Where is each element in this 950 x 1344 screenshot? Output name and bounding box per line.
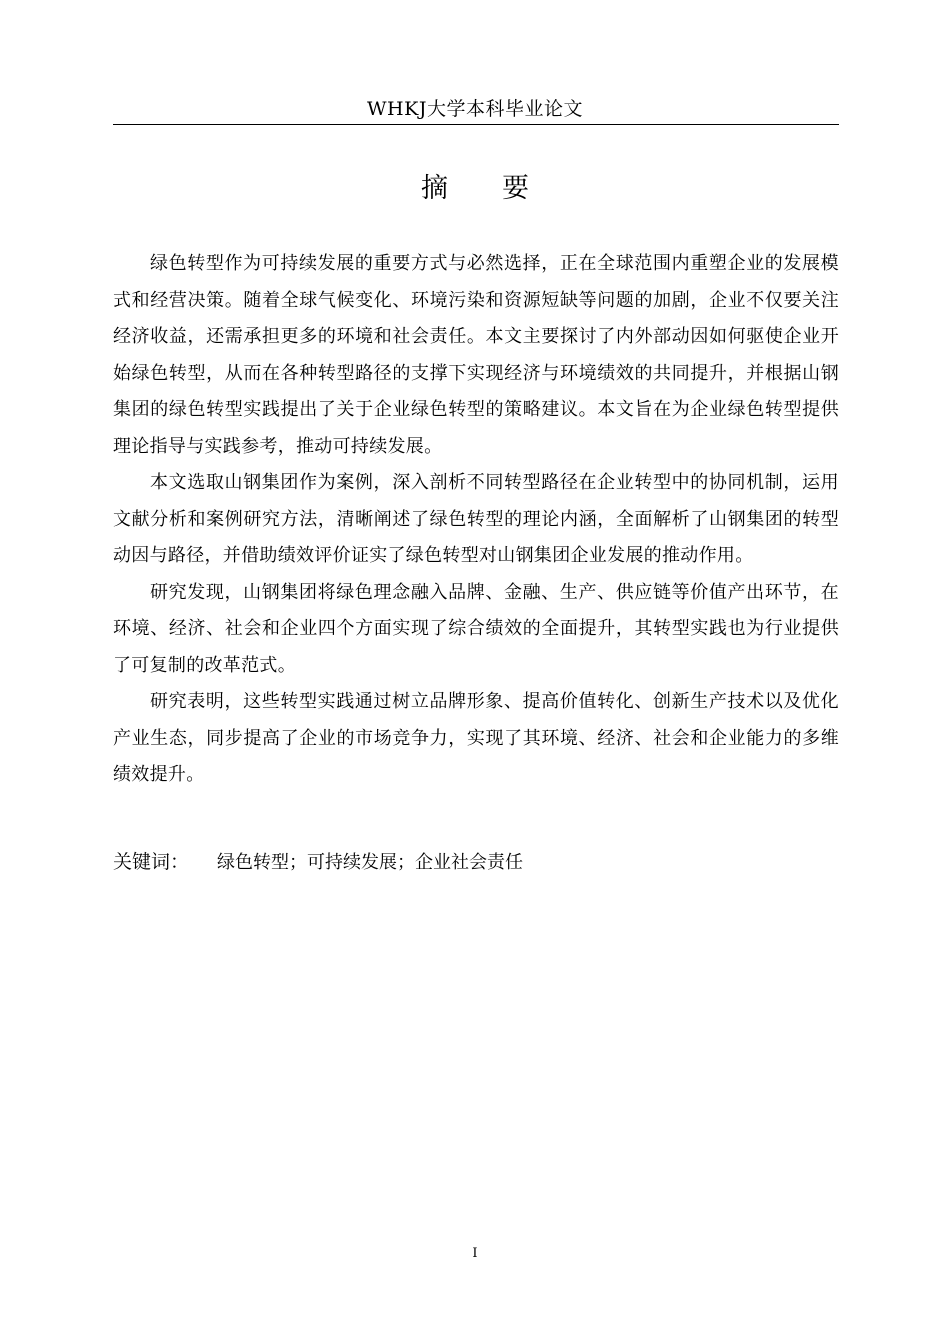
keywords-line <box>113 846 839 879</box>
keywords-label: 关键词： <box>113 851 190 873</box>
abstract-title: 摘要 <box>421 173 583 204</box>
abstract-paragraph: 绿色转型作为可持续发展的重要方式与必然选择，正在全球范围内重塑企业的发展模式和经营决策。随着全球气候变化、环境污染和资源短缺等问题的加剧，企业不仅要关注经济收益，还需承担更多的环境和社会责任。本文主要探讨了内外部动因如何驱使企业开始绿色转型，从而在各种转型路径的支撑下实现经济与环境绩效的共同提升，并根据山钢集团的绿色转型实践提出了关于企业绿色转型的策略建议。本文旨在为企业绿色转型提供理论指导与实践参考，推动可持续发展。 <box>113 253 839 457</box>
abstract-paragraph: 研究发现，山钢集团将绿色理念融入品牌、金融、生产、供应链等价值产出环节，在环境、经济、社会和企业四个方面实现了综合绩效的全面提升，其转型实践也为行业提供了可复制的改革范式。 <box>113 581 839 676</box>
header-divider <box>113 124 839 125</box>
running-header: WHKJ大学本科毕业论文 <box>367 98 583 120</box>
keyword-item: 绿色转型； <box>217 852 308 873</box>
keyword-item: 可持续发展； <box>307 852 416 873</box>
abstract-body <box>113 246 839 794</box>
abstract-paragraph: 本文选取山钢集团作为案例，深入剖析不同转型路径在企业转型中的协同机制，运用文献分析和案例研究方法，清晰阐述了绿色转型的理论内涵，全面解析了山钢集团的转型动因与路径，并借助绩效评价证实了绿色转型对山钢集团企业发展的推动作用。 <box>113 472 839 566</box>
abstract-paragraph: 研究表明，这些转型实践通过树立品牌形象、提高价值转化、创新生产技术以及优化产业生态，同步提高了企业的市场竞争力，实现了其环境、经济、社会和企业能力的多维绩效提升。 <box>113 691 839 785</box>
keyword-item: 企业社会责任 <box>415 852 524 873</box>
page-number: I <box>472 1246 478 1261</box>
